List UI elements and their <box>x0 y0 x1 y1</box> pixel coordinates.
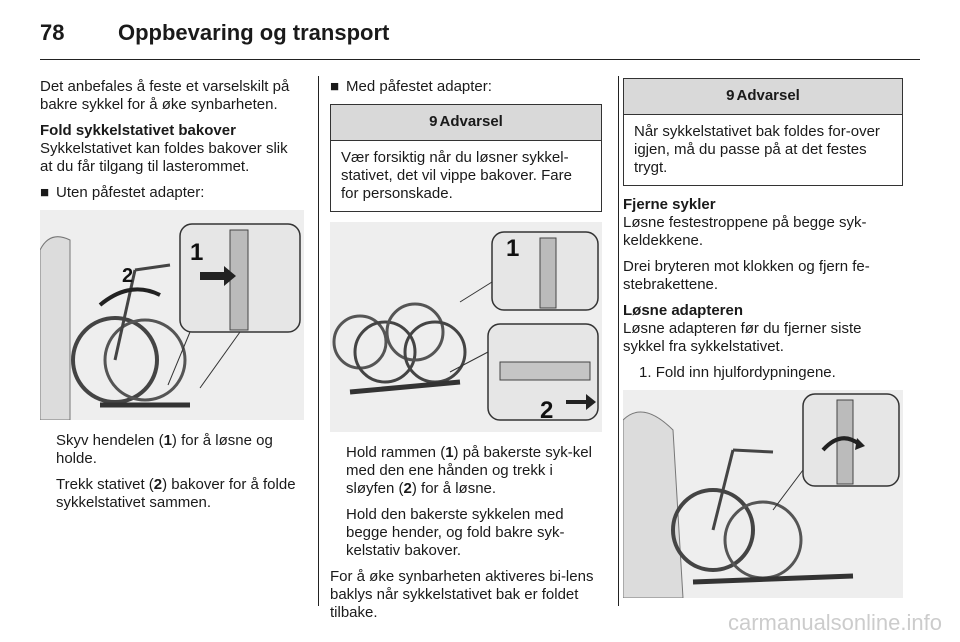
intro-paragraph: Det anbefales å feste et varselskilt på bakre sykkel for å øke synbarheten. <box>40 78 290 113</box>
step-number: 1. <box>639 364 652 381</box>
bullet-mark: ■ <box>40 184 50 201</box>
page-title: Oppbevaring og transport <box>118 20 390 45</box>
warning-icon: 9 <box>726 87 735 104</box>
step-paragraph: Hold rammen (1) på bakerste syk-kel med den ene hånden og trekk i sløyfen (2) for å løsne. <box>346 444 592 497</box>
warning-text: Vær forsiktig når du løsner sykkel-stativet, det vil vippe bakover. Fare for personskade. <box>341 149 572 202</box>
section-heading: Løsne adapteren <box>623 302 744 319</box>
warning-title: Advarsel <box>736 87 800 104</box>
column-1 <box>40 78 304 520</box>
bullet-mark: ■ <box>330 78 340 95</box>
header-rule <box>40 59 920 60</box>
column-divider <box>618 76 619 606</box>
warning-icon: 9 <box>429 113 438 130</box>
page-number: 78 <box>40 20 65 45</box>
warning-box <box>623 78 903 186</box>
column-3 <box>623 78 903 598</box>
step-paragraph: Skyv hendelen (1) for å løsne og holde. <box>56 432 273 467</box>
page-header <box>40 14 920 54</box>
bullet-item <box>330 78 602 96</box>
step-paragraph: Trekk stativet (2) bakover for å folde sykkelstativet sammen. <box>56 476 296 511</box>
wheel-holder-illustration <box>623 390 903 598</box>
column-2 <box>330 78 602 630</box>
figure-fold-wheel-holders <box>623 390 903 598</box>
warning-header <box>331 105 601 141</box>
step-paragraph: Hold den bakerste sykkelen med begge hender, og fold bakre syk-kelstativ bakover. <box>346 506 565 559</box>
figure-bike-rack-fold <box>40 210 304 420</box>
warning-text: Når sykkelstativet bak foldes for-over igjen, må du passe på at det festes trygt. <box>634 123 880 176</box>
figure-callout-1: 1 <box>190 239 204 266</box>
figure-adapter-release <box>330 222 602 432</box>
figure-callout-1: 1 <box>506 235 520 262</box>
bike-rack-illustration <box>40 210 304 420</box>
figure-callout-2: 2 <box>540 397 554 424</box>
warning-title: Advarsel <box>439 113 503 130</box>
figure-callout-2: 2 <box>122 265 134 287</box>
section-text: Drei bryteren mot klokken og fjern fe-stebrakettene. <box>623 258 870 293</box>
section-heading: Fjerne sykler <box>623 196 716 213</box>
section-heading: Fold sykkelstativet bakover <box>40 122 236 139</box>
bullet-item <box>40 184 304 202</box>
bullet-text: Med påfestet adapter: <box>346 78 492 95</box>
section-text: Løsne festestroppene på begge syk-keldekkene. <box>623 214 867 249</box>
warning-box <box>330 104 602 212</box>
column-divider <box>318 76 319 606</box>
warning-header <box>624 79 902 115</box>
bullet-text: Uten påfestet adapter: <box>56 184 205 201</box>
section-text: Sykkelstativet kan foldes bakover slik at du får tilgang til lasterommet. <box>40 140 288 175</box>
numbered-step <box>623 364 903 382</box>
outro-paragraph: For å øke synbarheten aktiveres bi-lens baklys når sykkelstativet bak er foldet tilbake. <box>330 568 594 621</box>
section-text: Løsne adapteren før du fjerner siste sykkel fra sykkelstativet. <box>623 320 862 355</box>
step-text: Fold inn hjulfordypningene. <box>655 364 836 381</box>
watermark: carmanualsonline.info <box>727 610 942 635</box>
adapter-illustration <box>330 222 602 432</box>
